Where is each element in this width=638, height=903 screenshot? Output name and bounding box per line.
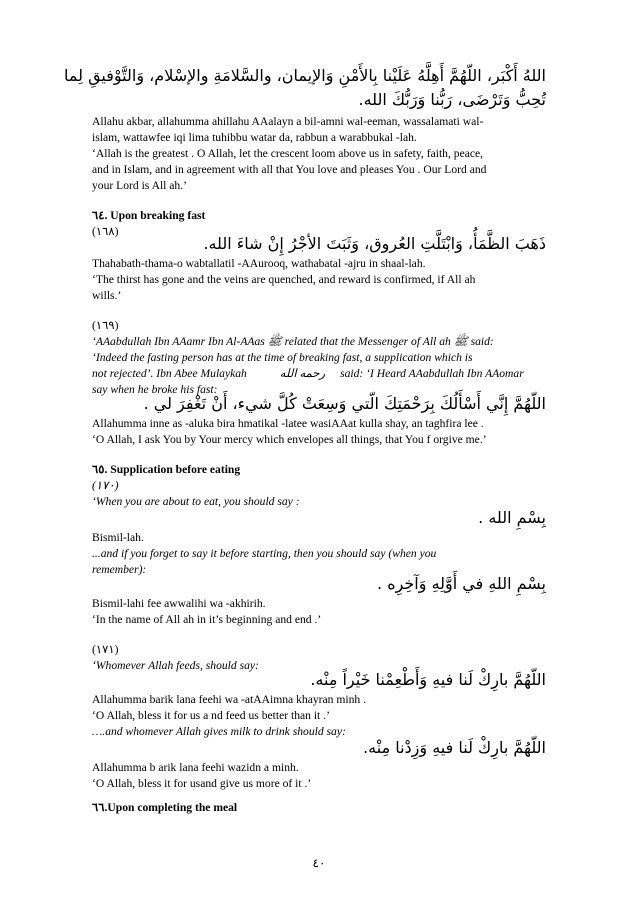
translation-line: ‘The thirst has gone and the veins are quenched, and reward is confirmed, if All ah: [92, 273, 476, 286]
translation-line: ‘O Allah, bless it for usand give us more of it .’: [92, 777, 312, 790]
arabic-supplication-line: ذَهَبَ الظَّمَأُ، وَابْتَلَّتِ العُروق، وَثَبَتَ الأجْرُ إِنْ شاءَ الله.: [203, 234, 546, 253]
translation-line: your Lord is All ah.’: [92, 179, 187, 192]
arabic-supplication-line: اللهُ أَكْبَر، اللّهُمَّ أَهِلَّهُ عَلَيْنا بِالأَمْنِ وَالإيمان، والسَّلامَةِ والإسْلام، وَالتَّوْفيقِ لِما: [64, 66, 546, 85]
arabic-supplication-line: بِسْمِ الله .: [478, 508, 546, 527]
narration-line: ….and whomever Allah gives milk to drink should say:: [92, 725, 346, 738]
transliteration-line: Bismil-lah.: [92, 531, 144, 544]
translation-line: wills.’: [92, 289, 122, 302]
narration-line: ‘Whomever Allah feeds, should say:: [92, 659, 259, 672]
hadith-reference: (١٦٩): [92, 319, 119, 332]
arabic-supplication-line: اللّهُمَّ بارِكْ لَنا فيهِ وَزِدْنا مِنْه.: [363, 738, 546, 757]
narration-line: [92, 366, 547, 382]
section-heading: ٦٦.Upon completing the meal: [92, 801, 238, 814]
transliteration-line: Allahumma inne as -aluka bira hmatikal -latee wasiAAat kulla shay, an taghfira lee .: [92, 417, 484, 430]
honorific-arabic: رحمه الله: [279, 367, 326, 380]
transliteration-line: Allahu akbar, allahumma ahillahu AAalayn a bil-amni wal-eeman, wassalamati wal-: [92, 115, 484, 128]
narration-text: said: ‘I Heard AAabdullah Ibn AAomar: [340, 367, 524, 380]
arabic-supplication-line: تُحِبُّ وَتَرْضَى، رَبُّنا وَرَبُّكَ الله.: [358, 90, 546, 109]
translation-line: ‘In the name of All ah in it’s beginning and end .’: [92, 613, 322, 626]
transliteration-line: Bismil-lahi fee awwalihi wa -akhirih.: [92, 597, 266, 610]
narration-text: not rejected’. Ibn Abee Mulaykah: [92, 367, 247, 380]
transliteration-line: islam, wattawfee iqi lima tuhibbu watar da, rabbun a warabbukal -lah.: [92, 131, 417, 144]
transliteration-line: Allahumma barik lana feehi wa -atAAimna khayran minh .: [92, 693, 366, 706]
narration-line: remember):: [92, 563, 147, 576]
hadith-reference: (١٧١): [92, 643, 119, 656]
section-heading: ٦٤. Upon breaking fast: [92, 209, 206, 222]
arabic-supplication-line: اللّهُمَّ بارِكْ لَنا فيهِ وَأَطْعِمْنا خَيْراً مِنْه.: [310, 670, 546, 689]
narration-line: ‘Indeed the fasting person has at the time of breaking fast, a supplication which is: [92, 351, 473, 364]
arabic-supplication-line: اللّهُمَّ إِنَّي أَسْأَلُكَ بِرَحْمَتِكَ الّتي وَسِعَتْ كُلَّ شيء، أَنْ تَغْفِرَ لي .: [143, 394, 546, 413]
translation-line: ‘O Allah, I ask You by Your mercy which envelopes all things, that You f orgive me.’: [92, 433, 487, 446]
translation-line: ‘Allah is the greatest . O Allah, let the crescent loom above us in safety, faith, peace,: [92, 147, 484, 160]
hadith-reference: (١٦٨): [92, 225, 119, 238]
narration-line: ‘AAabdullah Ibn AAamr Ibn Al-AAas ﷺ related that the Messenger of All ah ﷺ said:: [92, 335, 494, 348]
narration-line: say when he broke his fast:: [92, 383, 218, 396]
transliteration-line: Allahumma b arik lana feehi wazidn a minh.: [92, 761, 299, 774]
narration-line: ...and if you forget to say it before starting, then you should say (when you: [92, 547, 437, 560]
transliteration-line: Thahabath-thama-o wabtallatil -AAurooq, wathabatal -ajru in shaal-lah.: [92, 257, 426, 270]
arabic-supplication-line: بِسْمِ اللهِ في أَوَّلِهِ وَآخِرِه .: [377, 574, 546, 593]
translation-line: and in Islam, and in agreement with all that You love and pleases You . Our Lord and: [92, 163, 487, 176]
hadith-reference: (١٧٠): [92, 479, 119, 492]
narration-line: ‘When you are about to eat, you should say :: [92, 495, 300, 508]
translation-line: ‘O Allah, bless it for us a nd feed us better than it .’: [92, 709, 330, 722]
section-heading: ٦٥. Supplication before eating: [92, 463, 241, 476]
page-number: ٤٠: [312, 856, 326, 870]
